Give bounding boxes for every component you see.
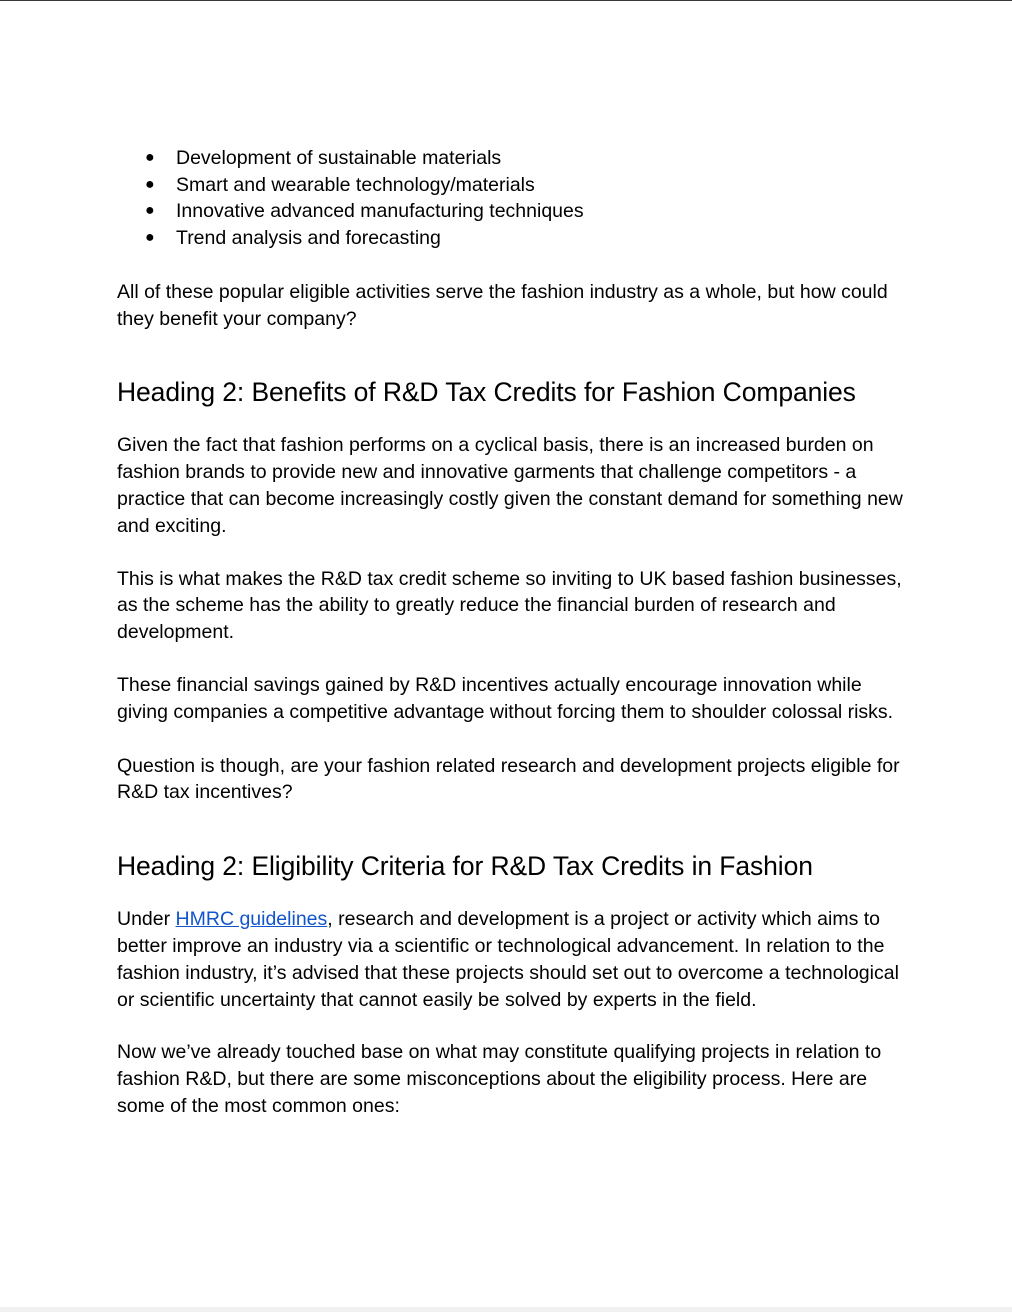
document-page — [117, 145, 907, 1120]
top-border — [0, 0, 1012, 1]
benefits-paragraph-3: These financial savings gained by R&D incentives actually encourage innovation while giving companies a competitive advantage without forcing them to shoulder colossal risks. — [117, 673, 894, 723]
eligible-activities-list — [117, 145, 907, 252]
benefits-heading: Heading 2: Benefits of R&D Tax Credits for Fashion Companies — [117, 377, 856, 408]
list-item: ● Trend analysis and forecasting — [117, 225, 907, 252]
bullet-icon: ● — [145, 149, 155, 166]
list-item: ● Innovative advanced manufacturing techniques — [117, 198, 907, 225]
benefits-paragraph-2: This is what makes the R&D tax credit scheme so inviting to UK based fashion businesses, as the scheme has the ability to greatly reduce the financial burden of research and development. — [117, 567, 902, 644]
benefits-paragraph-1: Given the fact that fashion performs on a cyclical basis, there is an increased burden on fashion brands to provide new and innovative garments that challenge competitors - a practice that can become increasingly costly given the constant demand for something new and exciting. — [117, 434, 903, 537]
page-bottom-edge — [0, 1307, 1012, 1312]
benefits-paragraph-4: Question is though, are your fashion related research and development projects eligible for R&D tax incentives? — [117, 754, 900, 804]
eligibility-heading: Heading 2: Eligibility Criteria for R&D Tax Credits in Fashion — [117, 851, 813, 882]
bullet-icon: ● — [145, 175, 155, 193]
eligibility-paragraph-1: Under HMRC guidelines, research and development is a project or activity which aims to better improve an industry via a scientific or technological advancement. In relation to the fashion industry, it’s advised that these projects should set out to overcome a technological or scientific uncertainty that cannot easily be solved by experts in the field. — [117, 908, 899, 1011]
list-item: ● Development of sustainable materials — [117, 145, 907, 172]
intro-question-paragraph: All of these popular eligible activities serve the fashion industry as a whole, but how could they benefit your company? — [117, 280, 888, 330]
hmrc-guidelines-link[interactable]: HMRC guidelines — [175, 908, 328, 931]
list-item: ● Smart and wearable technology/materials — [117, 172, 907, 199]
bullet-icon: ● — [145, 229, 155, 247]
eligibility-paragraph-2: Now we’ve already touched base on what may constitute qualifying projects in relation to fashion R&D, but there are some misconceptions about the eligibility process. Here are some of the most common ones: — [117, 1041, 882, 1117]
bullet-icon: ● — [145, 202, 155, 220]
